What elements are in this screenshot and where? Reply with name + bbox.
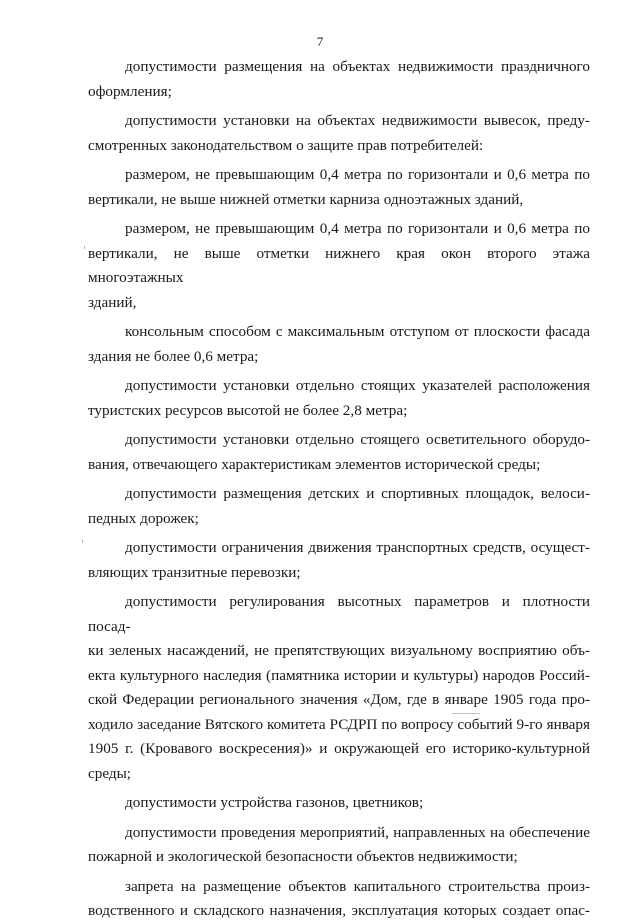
paragraph	[88, 482, 590, 531]
text-line: ской Федерации регионального значения «Дом, где в январе 1905 года про-	[88, 691, 590, 708]
paragraph	[88, 428, 590, 477]
text-line: допустимости установки на объектах недвижимости вывесок, преду-	[125, 112, 590, 129]
paragraph	[88, 55, 590, 104]
text-line: допустимости размещения детских и спортивных площадок, велоси-	[125, 485, 590, 502]
page-number: 7	[316, 34, 324, 49]
text-line: запрета на размещение объектов капитального строительства произ-	[125, 877, 590, 895]
paragraph	[88, 217, 590, 315]
text-line: здания не более 0,6 метра;	[88, 347, 259, 365]
text-line: ходило заседание Вятского комитета РСДРП по вопросу событий 9-го января	[88, 715, 590, 733]
paragraph	[88, 590, 590, 786]
scan-artifact-tick	[84, 246, 85, 249]
text-line: вертикали, не выше нижней отметки карниза одноэтажных зданий,	[88, 190, 524, 208]
text-line: допустимости установки отдельно стоящего осветительного оборудо-	[125, 431, 590, 448]
text-line: водственного и складского назначения, эксплуатация которых создает опас-	[88, 902, 590, 919]
text-line: допустимости установки отдельно стоящих указателей расположения	[125, 377, 590, 394]
text-line: вания, отвечающего характеристикам элементов исторической среды;	[88, 455, 541, 473]
text-line: вертикали, не выше отметки нижнего края окон второго этажа многоэтажных	[88, 244, 590, 286]
text-line: вляющих транзитные перевозки;	[88, 563, 301, 581]
text-line: допустимости проведения мероприятий, направленных на обеспечение	[125, 823, 590, 841]
text-line: допустимости ограничения движения транспортных средств, осущест-	[125, 539, 590, 556]
scan-artifact-tick	[82, 540, 83, 543]
text-line: ки зеленых насаждений, не препятствующих визуальному восприятию объ-	[88, 642, 590, 659]
text-line: допустимости размещения на объектах недвижимости праздничного	[125, 58, 590, 75]
paragraph	[88, 374, 590, 423]
paragraph	[88, 821, 590, 870]
text-line: допустимости устройства газонов, цветников;	[125, 794, 424, 811]
text-line: зданий,	[88, 293, 137, 311]
paragraph	[88, 536, 590, 585]
text-line: консольным способом с максимальным отступом от плоскости фасада	[125, 323, 590, 340]
text-line: туристских ресурсов высотой не более 2,8 метра;	[88, 401, 408, 419]
text-line: допустимости регулирования высотных параметров и плотности посад-	[88, 593, 590, 635]
scan-artifact-mark	[452, 713, 480, 714]
text-line: среды;	[88, 764, 132, 782]
text-line: размером, не превышающим 0,4 метра по горизонтали и 0,6 метра по	[125, 166, 590, 183]
text-line: смотренных законодательством о защите прав потребителей:	[88, 136, 484, 154]
text-line: оформления;	[88, 82, 172, 100]
document-body	[88, 55, 590, 924]
text-line: 1905 г. (Кровавого воскресения)» и окружающей его историко-культурной	[88, 740, 590, 757]
text-line: педных дорожек;	[88, 509, 199, 527]
text-line: пожарной и экологической безопасности объектов недвижимости;	[88, 848, 518, 865]
paragraph	[88, 875, 590, 924]
text-line: екта культурного наследия (памятника истории и культуры) народов Россий-	[88, 666, 590, 684]
paragraph	[88, 320, 590, 369]
text-line: размером, не превышающим 0,4 метра по горизонтали и 0,6 метра по	[125, 220, 590, 237]
paragraph	[88, 109, 590, 158]
paragraph	[88, 163, 590, 212]
paragraph	[88, 791, 590, 816]
